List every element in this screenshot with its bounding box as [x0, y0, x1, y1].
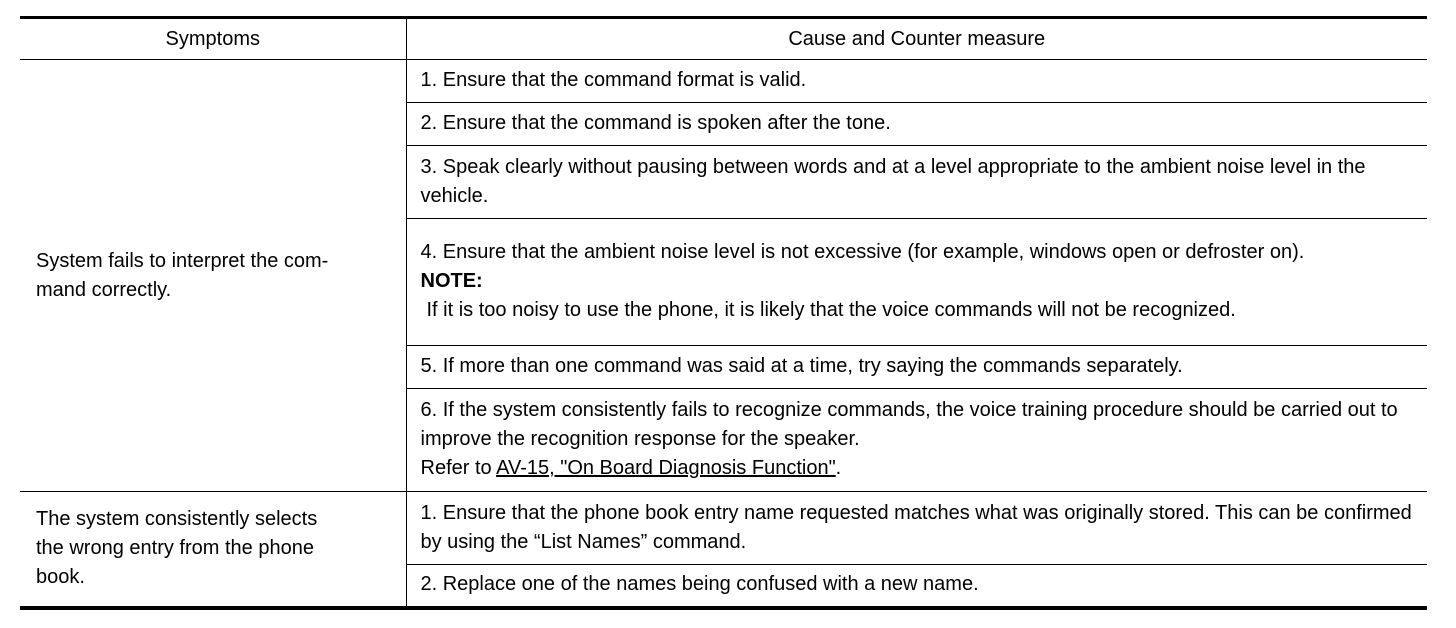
refer-line — [421, 454, 1418, 483]
symptom-line: the wrong entry from the phone — [36, 537, 314, 560]
table-row — [20, 492, 1427, 565]
countermeasure-cell — [406, 219, 1427, 346]
countermeasure-cell: 5. If more than one command was said at a time, try saying the commands separately. — [406, 346, 1427, 389]
refer-suffix: . — [835, 457, 842, 479]
symptom-line: mand correctly. — [36, 278, 172, 301]
refer-prefix: Refer to — [420, 457, 497, 479]
symptom-cell — [20, 60, 406, 492]
header-symptoms: Symptoms — [20, 18, 406, 60]
header-cause-countermeasure: Cause and Counter measure — [406, 18, 1427, 60]
table-row — [20, 60, 1427, 103]
symptom-line: System fails to interpret the com- — [36, 249, 329, 272]
countermeasure-cell: 2. Ensure that the command is spoken after the tone. — [406, 103, 1427, 146]
countermeasure-cell: 3. Speak clearly without pausing between words and at a level appropriate to the ambient noise level in the vehicle. — [406, 146, 1427, 219]
diagnosis-table — [20, 16, 1427, 610]
countermeasure-cell: 2. Replace one of the names being confused with a new name. — [406, 565, 1427, 608]
note-label: NOTE: — [420, 270, 483, 292]
reference-link[interactable]: AV-15, "On Board Diagnosis Function" — [496, 457, 836, 479]
symptom-line: book. — [36, 566, 85, 589]
symptom-line: The system consistently selects — [36, 508, 318, 531]
countermeasure-text: 6. If the system consistently fails to recognize commands, the voice training procedure should be carried out to improve the recognition response for the speaker. — [420, 399, 1398, 450]
countermeasure-text: 4. Ensure that the ambient noise level is not excessive (for example, windows open or defroster on). — [420, 241, 1305, 263]
countermeasure-cell: 1. Ensure that the command format is valid. — [406, 60, 1427, 103]
note-text: If it is too noisy to use the phone, it is likely that the voice commands will not be recognized. — [426, 299, 1236, 321]
countermeasure-cell — [406, 389, 1427, 492]
symptom-cell — [20, 492, 406, 608]
countermeasure-cell: 1. Ensure that the phone book entry name requested matches what was originally stored. This can be confirmed by using the “List Names” command. — [406, 492, 1427, 565]
header-row — [20, 18, 1427, 60]
